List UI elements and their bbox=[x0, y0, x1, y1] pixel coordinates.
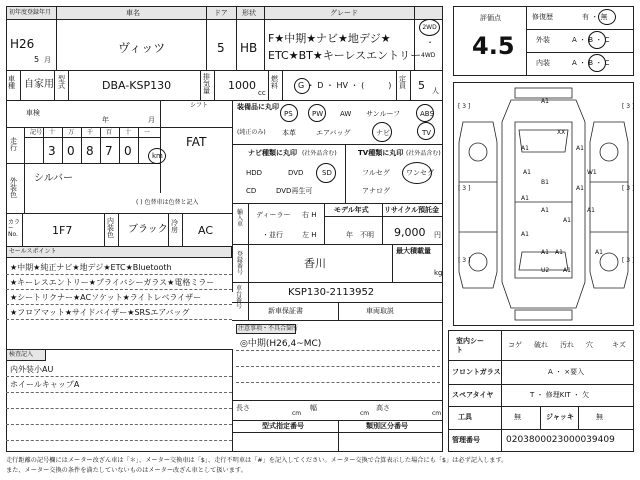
nav-hdd: HDD bbox=[246, 169, 263, 177]
door-count: 5 bbox=[217, 41, 225, 55]
nav-sd-circle bbox=[316, 163, 336, 183]
reg-month-unit: 月 bbox=[44, 56, 51, 64]
mileage-digit: 8 bbox=[86, 144, 94, 158]
seat-label: 室内シート bbox=[456, 337, 484, 355]
chassis-label: 車台番号 bbox=[236, 285, 243, 310]
interior-color: ブラック bbox=[128, 224, 168, 235]
windshield-value: A ・ ×要入 bbox=[548, 368, 585, 376]
damage-mark: U2 bbox=[541, 267, 550, 274]
nav-dvd-play: DVD再生可 bbox=[276, 187, 313, 195]
interior-selected-circle bbox=[588, 54, 606, 72]
repair-history: 有 ・ 無 bbox=[582, 13, 608, 21]
shift-value: FAT bbox=[186, 135, 207, 149]
tools-value: 無 bbox=[514, 413, 521, 421]
jack-value: 無 bbox=[596, 413, 603, 421]
fuel-options: G ・ D ・ HV ・ ( ) bbox=[298, 81, 392, 90]
grade-line-1: F★中期★ナビ★地デジ★ bbox=[268, 32, 391, 45]
sales-point-line: ★シートリクナー★ACソケット★ライトレベライザー bbox=[10, 293, 202, 302]
score-label: 評価点 bbox=[480, 14, 501, 22]
exterior-grade: A ・ B ・ C bbox=[572, 36, 610, 44]
damage-mark: A1 bbox=[595, 249, 603, 256]
mileage-label: 走行 bbox=[10, 137, 17, 152]
plate-label: 登録番号 bbox=[237, 251, 244, 276]
equipment-item: 本革 bbox=[282, 129, 296, 137]
length-label: 長さ bbox=[236, 404, 250, 412]
parallel: ・並行 bbox=[262, 231, 283, 239]
height-label: 高さ bbox=[376, 404, 390, 412]
inspector-line-1: 内外装小AU bbox=[10, 365, 54, 374]
interior-grade: A ・ B ・ C bbox=[572, 59, 610, 67]
repair-history-label: 修復歴 bbox=[532, 13, 553, 21]
nav-type-subtitle: (社外品含む) bbox=[302, 150, 337, 157]
color-change-note: ( ) 色替車は色替と記入 bbox=[136, 199, 199, 206]
damage-mark: A1 bbox=[541, 249, 549, 256]
equipment-item: ナビ bbox=[376, 129, 390, 137]
ac-label: 冷房 bbox=[171, 219, 178, 234]
displacement: 1000 bbox=[228, 79, 256, 92]
damage-mark: A1 bbox=[587, 207, 595, 214]
exterior-selected-circle bbox=[588, 31, 606, 49]
type-cert-label: 型式指定番号 bbox=[262, 422, 304, 430]
equipment-item: エアバッグ bbox=[316, 129, 351, 137]
mileage-unit-label: 十 bbox=[49, 129, 56, 136]
damage-bracket: [ 3 ] bbox=[622, 257, 635, 264]
damage-mark: B1 bbox=[541, 179, 549, 186]
dealer: ディーラー bbox=[256, 211, 291, 219]
model-year-value: 年 不明 bbox=[346, 231, 374, 239]
equipment-item: PW bbox=[312, 110, 324, 118]
damage-bracket: [ 3 ] bbox=[622, 103, 635, 110]
length-unit: cm bbox=[292, 410, 302, 417]
notes-label: 注意事項・不具合箇所 bbox=[238, 325, 299, 332]
width-label: 幅 bbox=[310, 404, 317, 412]
equipment-selected-circle bbox=[372, 122, 392, 142]
footer-note-1: 走行距離の記号欄にはメーター改ざん車は「＊」、メーター交換車は「$」、走行不明車は「#」を記入してください。メーター交換で合算表示した場合にも「$」は必ず記入します。 bbox=[6, 457, 508, 464]
damage-mark: A1 bbox=[541, 98, 549, 105]
mileage-unit-label: 十 bbox=[125, 129, 132, 136]
damage-mark: A1 bbox=[523, 169, 531, 176]
spare-tire-value: T ・ 修理KIT ・ 欠 bbox=[530, 391, 590, 399]
damage-bracket: [ 3 ] bbox=[458, 185, 471, 192]
max-load-unit: kg bbox=[434, 269, 443, 277]
car-name: ヴィッツ bbox=[118, 41, 166, 55]
spare-tire-label: スペアタイヤ bbox=[452, 391, 494, 399]
class-code-label: 類別区分番号 bbox=[366, 422, 408, 430]
fuel-label: 燃料 bbox=[271, 75, 278, 90]
seat-condition-item: コゲ bbox=[508, 341, 522, 349]
new-car-warranty: 新車保証書 bbox=[268, 307, 303, 315]
owner-manual: 車両取説 bbox=[366, 307, 394, 315]
mileage-unit-label: 記号 bbox=[30, 129, 43, 136]
inspector-label: 検査記入 bbox=[9, 351, 34, 358]
damage-bracket: [ 3 ] bbox=[458, 103, 471, 110]
mileage-unit-label: 万 bbox=[68, 129, 75, 136]
plate-region: 香川 bbox=[304, 257, 326, 270]
seat-condition-item: キズ bbox=[612, 341, 626, 349]
max-load-label: 最大積載量 bbox=[396, 247, 431, 255]
interior-grade-label: 内装 bbox=[536, 59, 550, 67]
seat-condition-item: 穴 bbox=[586, 341, 593, 349]
reg-month: 5 bbox=[34, 55, 40, 64]
tv-type-title: TV種類に丸印 bbox=[358, 149, 404, 157]
mileage-unit-label: 一 bbox=[144, 129, 151, 136]
notes-text: ◎中期(H26,4~MC) bbox=[240, 339, 322, 349]
first-reg-label: 初年度登録年月 bbox=[9, 9, 52, 16]
mileage-unit-label: 千 bbox=[87, 129, 94, 136]
drive-4wd: 4WD bbox=[421, 52, 436, 59]
sales-point-line: ★キーレスエントリー★プライバシーガラス★電格ミラー bbox=[10, 278, 215, 287]
interior-color-label: 内装色 bbox=[107, 217, 114, 239]
equipment-selected-circle bbox=[308, 104, 326, 122]
inspection-label: 車検 bbox=[26, 109, 40, 117]
equipment-subtitle: (純正のみ) bbox=[237, 129, 266, 136]
mgmt-number-label: 管理番号 bbox=[452, 436, 480, 444]
damage-mark: A1 bbox=[541, 207, 549, 214]
capacity-label: 定員 bbox=[399, 75, 406, 90]
usage: 自家用 bbox=[24, 79, 54, 90]
inspection-year: 年 bbox=[102, 116, 109, 124]
exterior-grade-label: 外装 bbox=[536, 36, 550, 44]
body-type-label: 形状 bbox=[242, 9, 256, 17]
nav-type-title: ナビ種類に丸印 bbox=[248, 149, 297, 157]
nav-cd: CD bbox=[246, 187, 257, 195]
tv-oneseg: ワンセグ bbox=[406, 169, 434, 177]
fuel-selected-circle bbox=[294, 78, 310, 94]
seat-condition-item: 破れ bbox=[534, 341, 548, 349]
capacity-unit: 人 bbox=[432, 87, 439, 95]
recycle-value: 9,000 bbox=[394, 226, 426, 239]
reg-year: H26 bbox=[10, 37, 35, 51]
equipment-item: TV bbox=[422, 129, 432, 137]
doors-label: ドア bbox=[214, 9, 228, 17]
model-year-label: モデル年式 bbox=[334, 206, 369, 214]
inspection-month: 月 bbox=[148, 116, 155, 124]
tv-oneseg-circle bbox=[402, 162, 432, 184]
mileage-unit: km bbox=[152, 152, 163, 160]
mileage-digit: 3 bbox=[48, 144, 56, 158]
damage-bracket: [ 3 ] bbox=[622, 185, 635, 192]
damage-mark: A1 bbox=[521, 145, 529, 152]
grade-line-2: ETC★BT★キーレスエントリー bbox=[268, 49, 422, 62]
sales-point-line: ★フロアマット★サイドバイザー★SRSエアバッグ bbox=[10, 308, 190, 317]
equipment-item: サンルーフ bbox=[366, 110, 401, 118]
nav-dvd: DVD bbox=[288, 169, 304, 177]
mileage-digit: 0 bbox=[67, 144, 75, 158]
equipment-title: 装備品に丸印 bbox=[237, 103, 279, 111]
seat-condition-item: 汚れ bbox=[560, 341, 574, 349]
mgmt-number: 0203800023000039409 bbox=[506, 435, 615, 445]
color-code: 1F7 bbox=[52, 224, 73, 237]
damage-mark: A1 bbox=[521, 231, 529, 238]
width-unit: cm bbox=[360, 410, 370, 417]
drive-2wd-circle: 2WD bbox=[419, 19, 440, 36]
damage-mark: A1 bbox=[563, 217, 571, 224]
shift-label: シフト bbox=[190, 102, 209, 109]
mileage-digit: 0 bbox=[124, 144, 132, 158]
exterior-color: シルバー bbox=[34, 173, 74, 184]
equipment-selected-circle bbox=[417, 122, 435, 140]
equipment-item: ABS bbox=[420, 110, 434, 118]
footer-note-2: また、メーター交換の条件を満たしていないものはメーター改ざん車として扱います。 bbox=[6, 467, 247, 474]
mileage-unit-label: 百 bbox=[106, 129, 113, 136]
cc-unit: cc bbox=[258, 89, 266, 97]
damage-mark: A1 bbox=[563, 267, 571, 274]
recycle-yen: 円 bbox=[434, 231, 441, 239]
sales-point-line: ★中期★純正ナビ★地デジ★ETC★Bluetooth bbox=[10, 263, 172, 272]
chassis-number: KSP130-2113952 bbox=[288, 287, 375, 298]
tv-analog: アナログ bbox=[362, 187, 390, 195]
tools-label: 工具 bbox=[458, 413, 472, 421]
jack-label: ジャッキ bbox=[546, 413, 574, 421]
car-diagram bbox=[453, 82, 634, 326]
tv-fullseg: フルセグ bbox=[362, 169, 390, 177]
mileage-unit-circle bbox=[148, 148, 166, 164]
equipment-item: AW bbox=[340, 110, 352, 118]
exterior-color-label: 外装色 bbox=[10, 177, 17, 199]
tv-type-subtitle: (社外品含む) bbox=[406, 150, 441, 157]
damage-mark: W1 bbox=[587, 169, 597, 176]
repair-selected-circle bbox=[598, 9, 616, 25]
displacement-label: 排気量 bbox=[203, 73, 210, 95]
car-name-label: 車名 bbox=[126, 9, 140, 17]
damage-mark: A1 bbox=[555, 249, 563, 256]
damage-mark: XX bbox=[557, 129, 566, 136]
equipment-selected-circle bbox=[280, 104, 298, 122]
import-label: 輸入車 bbox=[237, 209, 244, 228]
recycle-label: リサイクル預託金 bbox=[384, 206, 440, 214]
ac-value: AC bbox=[198, 224, 214, 237]
grade-label: グレード bbox=[330, 9, 358, 17]
sales-points-label: セールスポイント bbox=[9, 248, 57, 255]
score-value: 4.5 bbox=[472, 32, 515, 60]
right-hand: 右 H bbox=[302, 211, 317, 219]
equipment-selected-circle bbox=[416, 104, 434, 122]
color-no-label: カラーNo. bbox=[8, 219, 21, 238]
damage-mark: A1 bbox=[521, 195, 529, 202]
damage-bracket: [ 3 ] bbox=[458, 257, 471, 264]
car-class-label: 車種 bbox=[8, 75, 15, 90]
capacity: 5 bbox=[418, 79, 425, 92]
inspector-line-2: ホイールキャップA bbox=[10, 380, 80, 389]
height-unit: cm bbox=[432, 410, 442, 417]
mileage-digit: 7 bbox=[105, 144, 113, 158]
drive-dot: ・ bbox=[426, 38, 434, 47]
nav-sd: SD bbox=[322, 169, 332, 177]
model-code: DBA-KSP130 bbox=[102, 79, 172, 92]
model-label: 型式 bbox=[58, 75, 65, 90]
damage-mark: A1 bbox=[576, 185, 584, 192]
equipment-item: PS bbox=[284, 110, 293, 118]
windshield-label: フロントガラス bbox=[452, 368, 501, 376]
damage-mark: A1 bbox=[576, 145, 584, 152]
left-hand: 左 H bbox=[302, 231, 317, 239]
body-type: HB bbox=[240, 41, 258, 55]
